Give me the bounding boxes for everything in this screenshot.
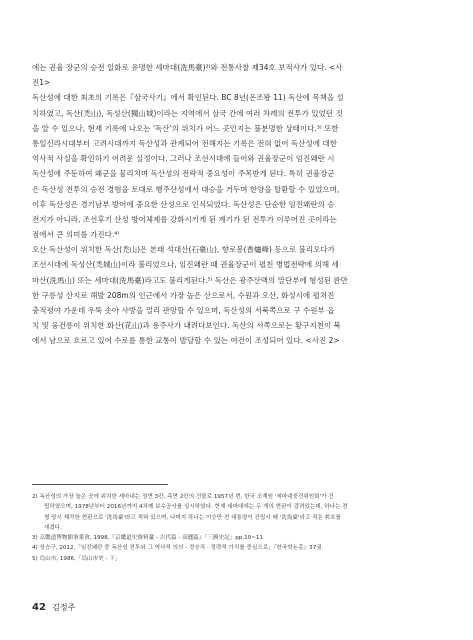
page-footer xyxy=(32,602,75,613)
body-line: 충적평야 가운데 우뚝 솟아 사방을 멀리 관망할 수 있으며, 독산성의 서북쪽으로 구 수원부 읍 xyxy=(32,306,335,315)
footnote-separator xyxy=(32,484,168,485)
body-line: 에는 권율 장군의 승전 일화로 유명한 세마대(洗馬臺)²⁾와 전통사찰 제34호 보적사가 있다. <사 xyxy=(32,63,343,72)
footnote-line: 형 당시 제작한 현판으로 '洗馬臺'라고 적혀 있으며, 나머지 하나는 이승만 전 대통령이 건립시 때 '洗馬臺'라고 적은 휘호를 xyxy=(44,514,341,521)
body-line: 이후 독산성은 경기남부 방어에 중요한 산성으로 인식되었다. 독산성은 단순한 임진왜란의 승 xyxy=(32,199,335,209)
body-line: 역사적 사실을 확인하기 어려운 실정이다. 그러나 조선시대에 들어와 권율장군이 임진왜란 시 xyxy=(32,154,335,164)
body-line: 치 및 융건릉이 위치한 화산(花山)과 용주사가 내려다보인다. 독산의 서쪽으로는 황구지천이 북 xyxy=(32,321,341,331)
body-line: 치하였고, 독산(禿山), 독성산(獨山城)이라는 지역에서 삼국 간에 여러 차례의 전투가 있었던 것 xyxy=(32,108,343,118)
body-line: 통일신라시대부터 고려시대까지 독산성과 관계되어 전해지는 기록은 전혀 없어 독산성에 대한 xyxy=(32,138,337,148)
body-line: 전지가 아니라, 조선후기 산성 방어체제를 강화시키게 된 계기가 된 전투가 이루어진 곳이라는 xyxy=(32,214,337,224)
page-number: 42 xyxy=(32,602,46,613)
running-author: 김정주 xyxy=(52,603,76,612)
body-line: 오산 독산성이 위치한 독산(禿山)은 본래 석대산(石臺山), 향로봉(香爐峰) 등으로 불리오다가 xyxy=(32,245,335,255)
body-line: 진1> xyxy=(32,78,51,88)
footnote-line: 2) 독산성의 가장 높은 곳에 위치한 세마대는 정면 3칸, 측면 2칸의 건물로 1957년 번, 한국 조계원 '세마대중건위원회'가 건 xyxy=(32,494,334,500)
body-line: 조선시대에 독성산(禿城山)이라 불리었으나, 임진왜란 때 권율장군이 펼친 병법전략에 의해 세 xyxy=(32,260,339,270)
body-line: 한 구릉성 산지로 해발 208m의 인근에서 가장 높은 산으로서, 수원과 오산, 화성시에 펼쳐진 xyxy=(32,290,335,300)
body-line: 독산성에 주둔하여 왜군을 물리치며 독산성의 전략적 중요성이 주목받게 된다. 특히 권율장군 xyxy=(32,169,335,179)
footnote-line: 4) 성승구, 2012,「임진왜란 중 독산성 전투와 그 역사적 의의 - 정승직 · 정략적 가치를 중심으로」『한국학논총』37권. xyxy=(32,545,324,552)
footnotes xyxy=(32,492,442,564)
footnote-line: 5) 烏山市, 1986,「烏山市史 - 下」 xyxy=(32,555,121,562)
body-line: 을 알 수 있으나, 현재 기록에 나오는 '독산'의 위치가 어느 곳인지는 불분명한 상태이다.³⁾ 또한 xyxy=(32,123,339,133)
body-line: 에서 남으로 흐르고 있어 수로를 통한 교통이 발달할 수 있는 여건이 조성되어 있다. <사진 2> xyxy=(32,336,340,346)
body-line: 독산성에 대한 최초의 기록은『삼국사기』에서 확인된다. BC 8년(온조왕 11) 독산에 목책을 설 xyxy=(32,93,344,103)
body-line: 마산(洗馬山) 또는 세마대(洗馬臺)라고도 불리게된다.⁵⁾ 독산은 광주산맥의 말단부에 형성된 완만 xyxy=(32,275,348,285)
footnote-line: 립하였으며, 1978년부터 2016년까지 4차례 보수공사를 실시하였다. 현재 세마대에는 두 개의 현판이 걸려있는데, 하나는 전 xyxy=(44,504,348,511)
body-line: 은 독산성 전투의 승전 경험을 토대로 행주산성에서 대승을 거두며 한양을 탈환할 수 있었으며, xyxy=(32,184,340,194)
body-text xyxy=(32,60,442,349)
footnote-line: 3) 京畿道博物館事業會, 1998,『京畿道史資料彙 - 古代篇 - 高麗篇』「三國史記」pp.10~11 xyxy=(32,535,264,542)
body-line: 점에서 큰 의미를 가진다.⁴⁾ xyxy=(32,230,120,240)
footnote-line: 새겼다. xyxy=(44,524,62,531)
